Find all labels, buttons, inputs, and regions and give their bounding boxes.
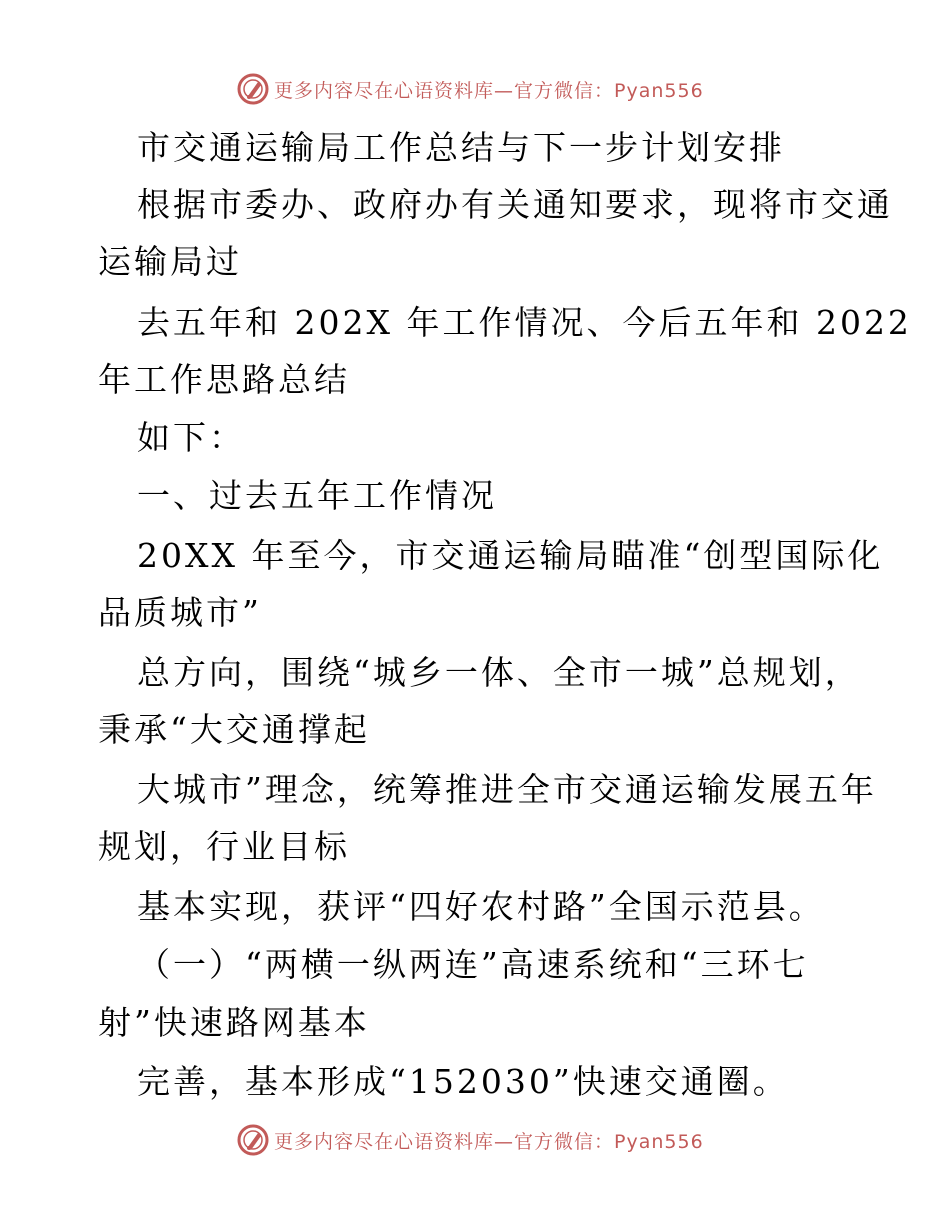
paragraph-line: 品质城市” [98, 593, 262, 632]
paragraph-line: 根据市委办、政府办有关通知要求，现将市交通 [137, 185, 893, 224]
footer-watermark-text: 更多内容尽在心语资料库—官方微信：Pyan556 [274, 1130, 704, 1153]
paragraph-line: 总方向，围绕“城乡一体、全市一城”总规划， [137, 653, 861, 692]
pen-nib-logo-icon [236, 1123, 270, 1157]
paragraph-line: 射”快速路网基本 [98, 1003, 370, 1042]
paragraph-line: 如下： [137, 418, 245, 457]
paragraph-line: 去五年和 202X 年工作情况、今后五年和 2022 [137, 303, 912, 342]
pen-nib-logo-icon [236, 72, 270, 106]
paragraph-line: 运输局过 [98, 242, 242, 281]
section-heading: 一、过去五年工作情况 [137, 476, 497, 515]
document-title: 市交通运输局工作总结与下一步计划安排 [137, 128, 785, 167]
paragraph-line: 秉承“大交通撑起 [98, 710, 370, 749]
subsection-heading: （一）“两横一纵两连”高速系统和“三环七 [137, 945, 809, 984]
header-watermark-banner [236, 72, 704, 106]
paragraph-line: 20XX 年至今，市交通运输局瞄准“创型国际化 [137, 536, 884, 575]
paragraph-line: 基本实现，获评“四好农村路”全国示范县。 [137, 887, 825, 926]
paragraph-line: 年工作思路总结 [98, 360, 350, 399]
header-watermark-text: 更多内容尽在心语资料库—官方微信：Pyan556 [274, 79, 704, 102]
paragraph-line: 规划，行业目标 [98, 827, 350, 866]
paragraph-line: 完善，基本形成“152030”快速交通圈。 [137, 1062, 789, 1101]
footer-watermark-banner [236, 1123, 704, 1157]
paragraph-line: 大城市”理念，统筹推进全市交通运输发展五年 [137, 770, 877, 809]
